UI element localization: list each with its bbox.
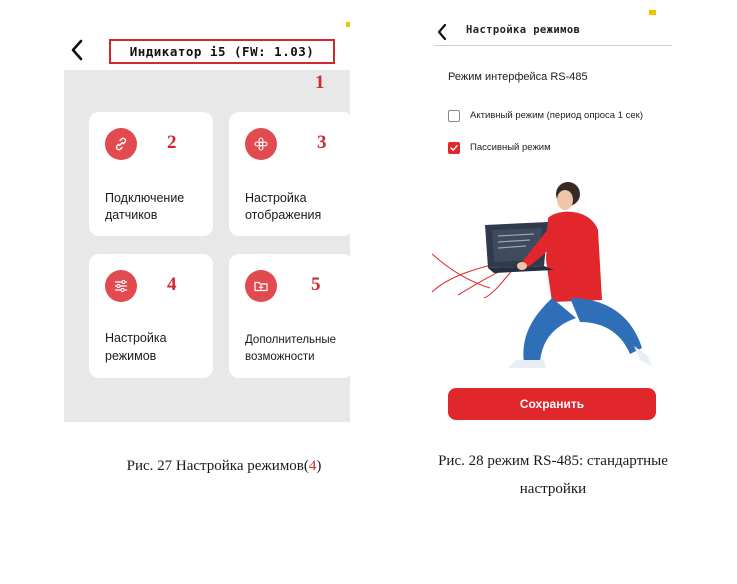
option-active-mode[interactable] <box>448 109 668 125</box>
link-icon <box>113 136 129 152</box>
card-sensor-connection[interactable] <box>89 112 213 236</box>
annotation-number-3: 3 <box>317 132 327 153</box>
card-icon-circle <box>105 270 137 302</box>
card-label-line2: датчиков <box>105 208 158 222</box>
caption-number: 4 <box>308 458 317 474</box>
card-icon-circle <box>245 270 277 302</box>
option-label: Пассивный режим <box>470 142 551 153</box>
check-icon <box>450 144 458 152</box>
folder-plus-icon <box>253 278 269 294</box>
card-label-line1: Настройка <box>105 331 167 345</box>
checkbox-checked[interactable] <box>448 142 460 154</box>
right-screenshot <box>430 10 674 430</box>
sliders-icon <box>113 278 129 294</box>
back-arrow-icon[interactable] <box>436 23 448 41</box>
card-additional-features[interactable] <box>229 254 350 378</box>
annotation-number-2: 2 <box>167 132 177 153</box>
checkbox-unchecked[interactable] <box>448 110 460 122</box>
save-button[interactable]: Сохранить <box>448 388 656 420</box>
card-label-line2: отображения <box>245 208 322 222</box>
section-label: Режим интерфейса RS-485 <box>448 71 588 83</box>
page-title: Настройка режимов <box>466 24 581 36</box>
card-label-line2: режимов <box>105 349 157 363</box>
flower-icon <box>253 136 269 152</box>
caption-text: Рис. 27 Настройка режимов( <box>126 458 309 474</box>
caption-suffix: ) <box>316 458 322 474</box>
figure-caption-28 <box>410 447 696 503</box>
annotation-number-1: 1 <box>315 72 325 93</box>
card-label-line2: возможности <box>245 351 315 363</box>
page-title: Индикатор i5 (FW: 1.03) <box>129 44 315 59</box>
person-with-laptop-illustration <box>430 170 674 375</box>
figure-caption-27 <box>64 458 384 475</box>
card-label-line1: Подключение <box>105 191 185 205</box>
left-header <box>64 22 350 70</box>
card-display-settings[interactable] <box>229 112 350 236</box>
card-icon-circle <box>245 128 277 160</box>
option-label: Активный режим (период опроса 1 сек) <box>470 110 643 121</box>
status-dot <box>346 22 350 27</box>
card-label-line1: Дополнительные <box>245 334 337 346</box>
annotation-number-5: 5 <box>311 274 321 295</box>
left-body <box>64 70 350 422</box>
left-screenshot <box>64 22 350 422</box>
back-arrow-icon[interactable] <box>70 39 84 61</box>
card-icon-circle <box>105 128 137 160</box>
card-label-line1: Настройка <box>245 191 307 205</box>
card-mode-settings[interactable] <box>89 254 213 378</box>
caption-line-1: Рис. 28 режим RS-485: стандартные <box>438 453 668 469</box>
status-dot <box>649 10 656 15</box>
caption-line-2: настройки <box>519 481 587 497</box>
title-highlight-box <box>109 39 335 64</box>
option-passive-mode[interactable] <box>448 141 668 157</box>
header-divider <box>434 45 672 46</box>
annotation-number-4: 4 <box>167 274 177 295</box>
